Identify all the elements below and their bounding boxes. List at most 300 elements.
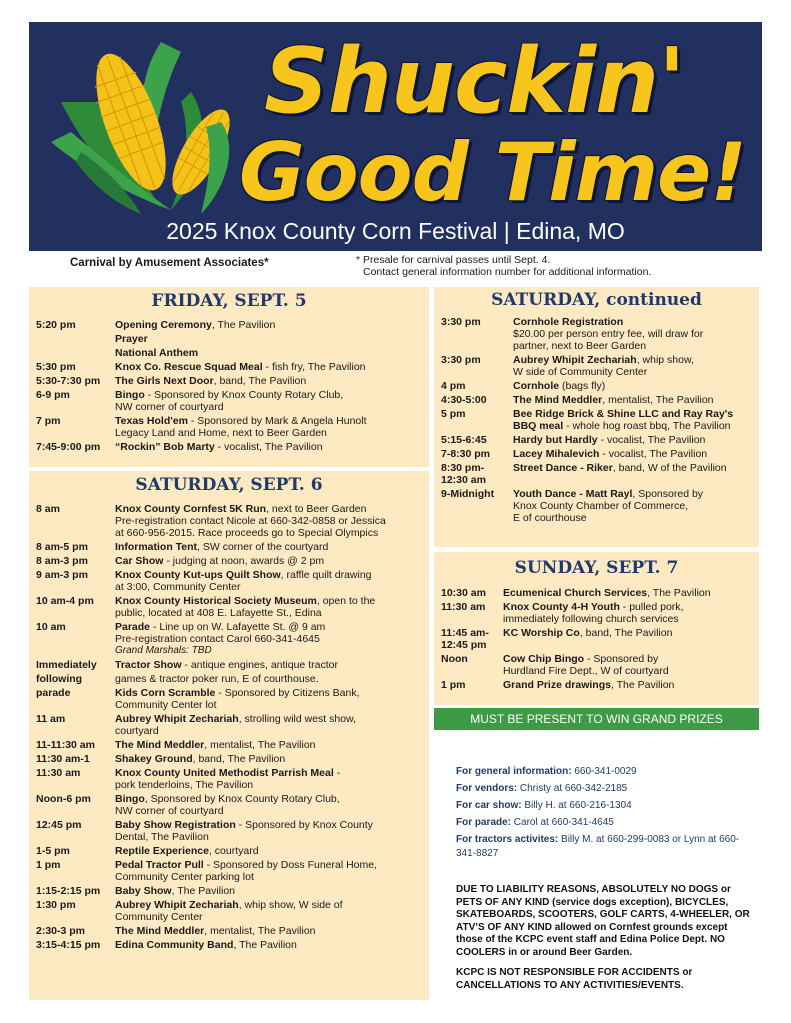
event-details: - Sponsored by Knox County Rotary Club,	[144, 389, 344, 401]
event-description	[503, 653, 759, 677]
schedule-row	[441, 587, 759, 599]
contact-value: 660-341-0029	[571, 766, 637, 777]
schedule-row	[36, 753, 429, 765]
schedule-row	[36, 541, 429, 553]
schedule-row	[36, 819, 429, 843]
event-description	[115, 859, 429, 883]
event-time-text: 4 pm	[441, 380, 466, 392]
event-time	[36, 441, 115, 453]
saturday-continued-title: SATURDAY, continued	[491, 290, 702, 310]
event-time	[36, 333, 115, 345]
event-description	[115, 375, 429, 387]
contact-value: Christy at 660-342-2185	[517, 783, 628, 794]
event-details: , courtyard	[208, 845, 259, 857]
event-details: - antique engines, antique tractor	[181, 659, 338, 671]
event-details: games & tractor poker run, E of courthouse.	[115, 673, 319, 685]
event-time	[441, 394, 513, 406]
event-details: , band, The Pavilion	[213, 375, 307, 387]
contact-label: For car show:	[456, 800, 522, 811]
schedule-row	[36, 389, 429, 413]
event-description	[513, 380, 759, 392]
event-details: NW corner of courtyard	[115, 805, 224, 817]
event-time	[36, 569, 115, 593]
event-details: , The Pavilion	[211, 319, 276, 331]
event-description	[513, 434, 759, 446]
event-time	[36, 415, 115, 439]
event-name: Knox County United Methodist Parrish Meal	[115, 767, 334, 779]
event-description	[115, 713, 429, 737]
event-time-text: 12:45 pm	[36, 819, 82, 831]
event-description	[513, 394, 759, 406]
event-time	[36, 753, 115, 765]
event-description	[115, 569, 429, 593]
sunday-title: SUNDAY, SEPT. 7	[514, 558, 679, 578]
event-details: Community Center parking lot	[115, 871, 254, 883]
event-description	[115, 845, 429, 857]
event-details: - judging at noon, awards @ 2 pm	[163, 555, 325, 567]
contact-label: For vendors:	[456, 783, 518, 794]
event-time-text: 8 am-3 pm	[36, 555, 88, 567]
schedule-row	[36, 845, 429, 857]
schedule-row	[36, 333, 429, 345]
schedule-row	[36, 899, 429, 923]
event-details: Knox County Chamber of Commerce,	[513, 500, 689, 512]
event-time	[441, 462, 513, 486]
event-details: - vocalist, The Pavilion	[214, 441, 323, 453]
event-name: National Anthem	[115, 347, 199, 359]
contact-item	[456, 782, 756, 796]
event-time	[441, 627, 503, 651]
event-details: , The Pavilion	[233, 939, 297, 951]
event-details: - fish fry, The Pavilion	[262, 361, 366, 373]
event-description	[503, 679, 759, 691]
event-details: , raffle quilt drawing	[280, 569, 372, 581]
schedule-row	[441, 354, 759, 378]
event-time	[36, 319, 115, 331]
event-time	[441, 601, 503, 625]
event-description	[115, 687, 429, 711]
event-time-text: 12:45 pm	[441, 639, 487, 651]
event-details: , open to the	[316, 595, 376, 607]
schedule-row	[441, 394, 759, 406]
event-description	[115, 767, 429, 791]
event-description	[513, 354, 759, 378]
event-name: Parade	[115, 621, 151, 633]
schedule-row	[36, 375, 429, 387]
schedule-row	[36, 347, 429, 359]
event-description	[115, 503, 429, 539]
event-time	[36, 859, 115, 883]
banner-subtitle: 2025 Knox County Corn Festival | Edina, MO	[166, 218, 625, 244]
schedule-row	[441, 679, 759, 691]
event-name: Knox Co. Rescue Squad Meal	[115, 361, 263, 373]
event-details: partner, next to Beer Garden	[513, 340, 647, 352]
event-description	[115, 739, 429, 751]
event-name: Texas Hold'em	[115, 415, 188, 427]
contact-item	[456, 799, 756, 813]
event-time	[36, 925, 115, 937]
event-details: - whole hog roast bbq, The Pavilion	[563, 420, 731, 432]
event-name: Pedal Tractor Pull	[115, 859, 204, 871]
event-time-text: 3:15-4:15 pm	[36, 939, 101, 951]
event-name: “Rockin” Bob Marty	[115, 441, 215, 453]
event-time	[441, 408, 513, 432]
friday-rows	[36, 319, 429, 453]
event-description	[115, 389, 429, 413]
corn-cobs-icon	[41, 32, 256, 217]
contact-item	[456, 765, 756, 779]
event-details: (bags fly)	[559, 380, 606, 392]
event-time-text: 10 am	[36, 621, 66, 633]
event-name: Aubrey Whipit Zechariah	[115, 713, 239, 725]
schedule-row	[36, 555, 429, 567]
event-details: Hurdland Fire Dept., W of courtyard	[503, 665, 669, 677]
event-time-text: 5:20 pm	[36, 319, 76, 331]
event-time-text: 1:15-2:15 pm	[36, 885, 101, 897]
event-details: - Sponsored by	[584, 653, 659, 665]
event-description	[513, 316, 759, 352]
event-time-text: 9-Midnight	[441, 488, 495, 500]
event-name: Knox County Historical Society Museum	[115, 595, 317, 607]
presale-line2: Contact general information number for additional information.	[363, 266, 652, 278]
event-description	[115, 819, 429, 843]
event-time-text: 11 am	[36, 713, 66, 725]
event-time-text: Noon-6 pm	[36, 793, 91, 805]
event-name: Opening Ceremony	[115, 319, 212, 331]
event-name: Ecumenical Church Services	[503, 587, 648, 599]
event-time	[36, 793, 115, 817]
event-details: , whip show, W side of	[238, 899, 343, 911]
saturday-rows	[36, 503, 429, 951]
event-details: , mentalist, The Pavilion	[204, 739, 316, 751]
saturday-continued-rows	[441, 316, 759, 524]
schedule-row	[36, 569, 429, 593]
event-time-text: 8 am-5 pm	[36, 541, 88, 553]
saturday-title: SATURDAY, SEPT. 6	[135, 475, 323, 495]
event-details: , strolling wild west show,	[238, 713, 356, 725]
event-name: Grand Prize drawings	[503, 679, 611, 691]
schedule-row	[36, 503, 429, 539]
contact-item	[456, 816, 756, 830]
event-time	[441, 679, 503, 691]
event-name: Cornhole	[513, 380, 560, 392]
schedule-row	[36, 441, 429, 453]
event-time-text: 1-5 pm	[36, 845, 70, 857]
sunday-schedule-panel	[434, 552, 759, 705]
event-description	[503, 601, 759, 625]
sunday-rows	[441, 587, 759, 691]
event-time	[36, 375, 115, 387]
event-time	[36, 687, 115, 711]
event-details: - Sponsored by Knox County	[235, 819, 373, 831]
event-description	[115, 899, 429, 923]
event-details: - vocalist, The Pavilion	[597, 434, 706, 446]
event-details: , whip show,	[636, 354, 694, 366]
event-description	[115, 555, 429, 567]
event-details: Legacy Land and Home, next to Beer Garden	[115, 427, 327, 439]
event-description	[115, 361, 429, 373]
event-time-text: 10 am-4 pm	[36, 595, 94, 607]
event-name: Kids Corn Scramble	[115, 687, 216, 699]
schedule-row	[36, 767, 429, 791]
event-time-text: parade	[36, 687, 71, 699]
event-details: , Sponsored by	[632, 488, 704, 500]
event-time	[36, 767, 115, 791]
event-details: - Sponsored by Doss Funeral Home,	[203, 859, 378, 871]
event-details: Dental, The Pavilion	[115, 831, 209, 843]
event-time-text: Immediately	[36, 659, 97, 671]
event-description	[115, 441, 429, 453]
event-time	[441, 488, 513, 524]
schedule-row	[36, 885, 429, 897]
event-time	[36, 621, 115, 657]
event-description	[513, 462, 759, 486]
event-time-text: 9 am-3 pm	[36, 569, 88, 581]
event-description	[115, 659, 429, 671]
event-time	[36, 503, 115, 539]
event-time-text: 5:30-7:30 pm	[36, 375, 101, 387]
event-name: Cow Chip Bingo	[503, 653, 585, 665]
saturday-continued-panel	[434, 287, 759, 547]
event-name: BBQ meal	[513, 420, 564, 432]
event-details: - Sponsored by Mark & Angela Hunolt	[187, 415, 367, 427]
event-name: Car Show	[115, 555, 164, 567]
warning-text: DUE TO LIABILITY REASONS, ABSOLUTELY NO DOGS or PETS OF ANY KIND (service dogs exception), BICYCLES, SKATEBOARDS, SCOOTERS, GOLF CARTS, 4-WHEELER, OR ATV’S OF ANY KIND allowed on Cornfest grounds except those of the KCPC event staff and Edina Police Dept.	[456, 884, 750, 945]
event-description	[115, 347, 429, 359]
schedule-row	[36, 687, 429, 711]
event-name: Baby Show	[115, 885, 172, 897]
warning-no-coolers: NO COOLERS	[456, 934, 725, 958]
event-time-text: 1 pm	[441, 679, 466, 691]
event-time	[36, 739, 115, 751]
event-name: Aubrey Whipit Zechariah	[513, 354, 637, 366]
event-time-text: 8:30 pm-	[441, 462, 485, 474]
contact-item	[456, 833, 756, 861]
schedule-row	[441, 488, 759, 524]
schedule-row	[36, 673, 429, 685]
event-description	[513, 488, 759, 524]
event-note: Grand Marshals: TBD	[115, 645, 212, 656]
event-details: Pre-registration contact Nicole at 660-342-0858 or Jessica	[115, 515, 386, 527]
contact-label: For parade:	[456, 817, 512, 828]
schedule-row	[36, 859, 429, 883]
event-details: public, located at 408 E. Lafayette St., Edina	[115, 607, 322, 619]
schedule-row	[36, 595, 429, 619]
event-details: , The Pavilion	[171, 885, 236, 897]
event-time	[36, 595, 115, 619]
event-details: , The Pavilion	[647, 587, 711, 599]
event-time-text: 5 pm	[441, 408, 466, 420]
event-details: courtyard	[115, 725, 159, 737]
event-details: Community Center lot	[115, 699, 217, 711]
event-description	[115, 415, 429, 439]
event-details: - vocalist, The Pavilion	[599, 448, 708, 460]
schedule-row	[441, 627, 759, 651]
schedule-row	[441, 448, 759, 460]
event-details: at 660-956-2015. Race proceeds go to Special Olympics	[115, 527, 379, 539]
event-name: Aubrey Whipit Zechariah	[115, 899, 239, 911]
event-description	[503, 587, 759, 599]
event-time	[36, 541, 115, 553]
event-time-text: 7:45-9:00 pm	[36, 441, 101, 453]
event-description	[115, 621, 429, 657]
event-time	[36, 939, 115, 951]
event-time	[36, 555, 115, 567]
event-details: , band, The Pavilion	[192, 753, 286, 765]
event-time-text: 1 pm	[36, 859, 61, 871]
event-name: Information Tent	[115, 541, 198, 553]
event-time-text: 5:15-6:45	[441, 434, 487, 446]
event-time-text: 7-8:30 pm	[441, 448, 491, 460]
schedule-row	[36, 361, 429, 373]
schedule-row	[441, 653, 759, 677]
event-details: , band, The Pavilion	[579, 627, 673, 639]
friday-title: FRIDAY, SEPT. 5	[151, 291, 307, 311]
event-time-text: Noon	[441, 653, 468, 665]
contact-value: Billy H. at 660-216-1304	[521, 800, 632, 811]
event-details: W side of Community Center	[513, 366, 648, 378]
event-description	[115, 939, 429, 951]
event-details: - Line up on W. Lafayette St. @ 9 am	[150, 621, 326, 633]
event-details: , mentalist, The Pavilion	[602, 394, 714, 406]
schedule-row	[36, 939, 429, 951]
event-name: Bingo	[115, 389, 145, 401]
schedule-row	[36, 415, 429, 439]
event-details: , Sponsored by Knox County Rotary Club,	[144, 793, 340, 805]
event-name: Shakey Ground	[115, 753, 193, 765]
not-responsible-note: KCPC IS NOT RESPONSIBLE FOR ACCIDENTS or CANCELLATIONS TO ANY ACTIVITIES/EVENTS.	[456, 967, 693, 991]
schedule-row	[441, 316, 759, 352]
contact-label: For tractors activites:	[456, 834, 559, 845]
event-time	[441, 316, 513, 352]
event-time-text: 7 pm	[36, 415, 61, 427]
presale-note	[356, 254, 651, 278]
event-time-text: 6-9 pm	[36, 389, 70, 401]
event-time-text: 3:30 pm	[441, 354, 481, 366]
banner-title-line1: Shuckin'	[264, 29, 685, 134]
event-time	[36, 673, 115, 685]
event-time-text: following	[36, 673, 83, 685]
contact-value: Billy M. at 660-299-0083 or Lynn at 660-341-8827	[456, 834, 740, 859]
event-details: at 3:00, Community Center	[115, 581, 241, 593]
event-name: Youth Dance - Matt Rayl	[513, 488, 633, 500]
festival-banner	[29, 22, 762, 251]
event-details: , next to Beer Garden	[266, 503, 367, 515]
event-time-text: 11:30 am-1	[36, 753, 90, 765]
event-time	[441, 380, 513, 392]
event-details: NW corner of courtyard	[115, 401, 224, 413]
event-time-text: 11-11:30 am	[36, 739, 95, 751]
event-name: The Mind Meddler	[115, 739, 205, 751]
event-description	[115, 925, 429, 937]
event-time-text: 11:30 am	[441, 601, 486, 613]
contact-list	[456, 765, 756, 864]
event-name: Bee Ridge Brick & Shine LLC and Ray Ray's	[513, 408, 734, 420]
event-details: pork tenderloins, The Pavilion	[115, 779, 254, 791]
warning-text-end: in or around Beer Garden.	[505, 946, 633, 958]
carnival-note: Carnival by Amusement Associates*	[70, 257, 269, 269]
event-name: Cornhole Registration	[513, 316, 624, 328]
event-name: Reptile Experience	[115, 845, 209, 857]
event-time-text: 2:30-3 pm	[36, 925, 86, 937]
event-details: Pre-registration contact Carol 660-341-4645	[115, 633, 320, 645]
event-time	[36, 819, 115, 843]
event-time-text: 11:30 am	[36, 767, 81, 779]
event-name: The Girls Next Door	[115, 375, 214, 387]
event-time	[441, 434, 513, 446]
event-time	[441, 653, 503, 677]
schedule-row	[441, 408, 759, 432]
event-time	[441, 587, 503, 599]
event-details: immediately following church services	[503, 613, 679, 625]
event-time	[36, 361, 115, 373]
banner-title-line2: Good Time!	[239, 126, 746, 219]
event-description	[115, 885, 429, 897]
event-details: , The Pavilion	[610, 679, 675, 691]
event-description	[115, 541, 429, 553]
event-name: Street Dance - Riker	[513, 462, 613, 474]
event-time	[441, 448, 513, 460]
contact-label: For general information:	[456, 766, 572, 777]
event-name: Tractor Show	[115, 659, 182, 671]
event-time	[36, 659, 115, 671]
schedule-row	[441, 462, 759, 486]
event-time-text: 3:30 pm	[441, 316, 481, 328]
event-description	[115, 319, 429, 331]
event-name: Knox County Cornfest 5K Run	[115, 503, 267, 515]
event-time-text: 8 am	[36, 503, 60, 515]
event-time	[36, 885, 115, 897]
contact-value: Carol at 660-341-4645	[511, 817, 614, 828]
schedule-row	[441, 601, 759, 625]
event-name: Bingo	[115, 793, 145, 805]
event-details: , SW corner of the courtyard	[197, 541, 329, 553]
event-time-text: 12:30 am	[441, 474, 486, 486]
event-name: Knox County 4-H Youth	[503, 601, 620, 613]
event-name: Knox County Kut-ups Quilt Show	[115, 569, 281, 581]
event-description	[115, 753, 429, 765]
event-time	[36, 389, 115, 413]
event-description	[115, 333, 429, 345]
event-details: , mentalist, The Pavilion	[204, 925, 316, 937]
event-time-text: 5:30 pm	[36, 361, 76, 373]
schedule-row	[36, 739, 429, 751]
schedule-row	[441, 380, 759, 392]
schedule-row	[36, 793, 429, 817]
event-time	[36, 899, 115, 923]
event-time-text: 10:30 am	[441, 587, 486, 599]
event-time-text: 11:45 am-	[441, 627, 489, 639]
event-name: KC Worship Co	[503, 627, 580, 639]
event-time	[36, 845, 115, 857]
schedule-row	[36, 925, 429, 937]
event-time-text: 1:30 pm	[36, 899, 76, 911]
event-description	[503, 627, 759, 651]
event-time	[36, 713, 115, 737]
event-name: Edina Community Band	[115, 939, 234, 951]
event-time	[441, 354, 513, 378]
event-name: Prayer	[115, 333, 148, 345]
schedule-row	[36, 319, 429, 331]
event-name: Lacey Mihalevich	[513, 448, 600, 460]
event-details: Community Center	[115, 911, 203, 923]
schedule-row	[36, 713, 429, 737]
event-description	[513, 448, 759, 460]
event-description	[513, 408, 759, 432]
event-time-text: 4:30-5:00	[441, 394, 487, 406]
event-description	[115, 793, 429, 817]
event-details: -	[333, 767, 341, 779]
